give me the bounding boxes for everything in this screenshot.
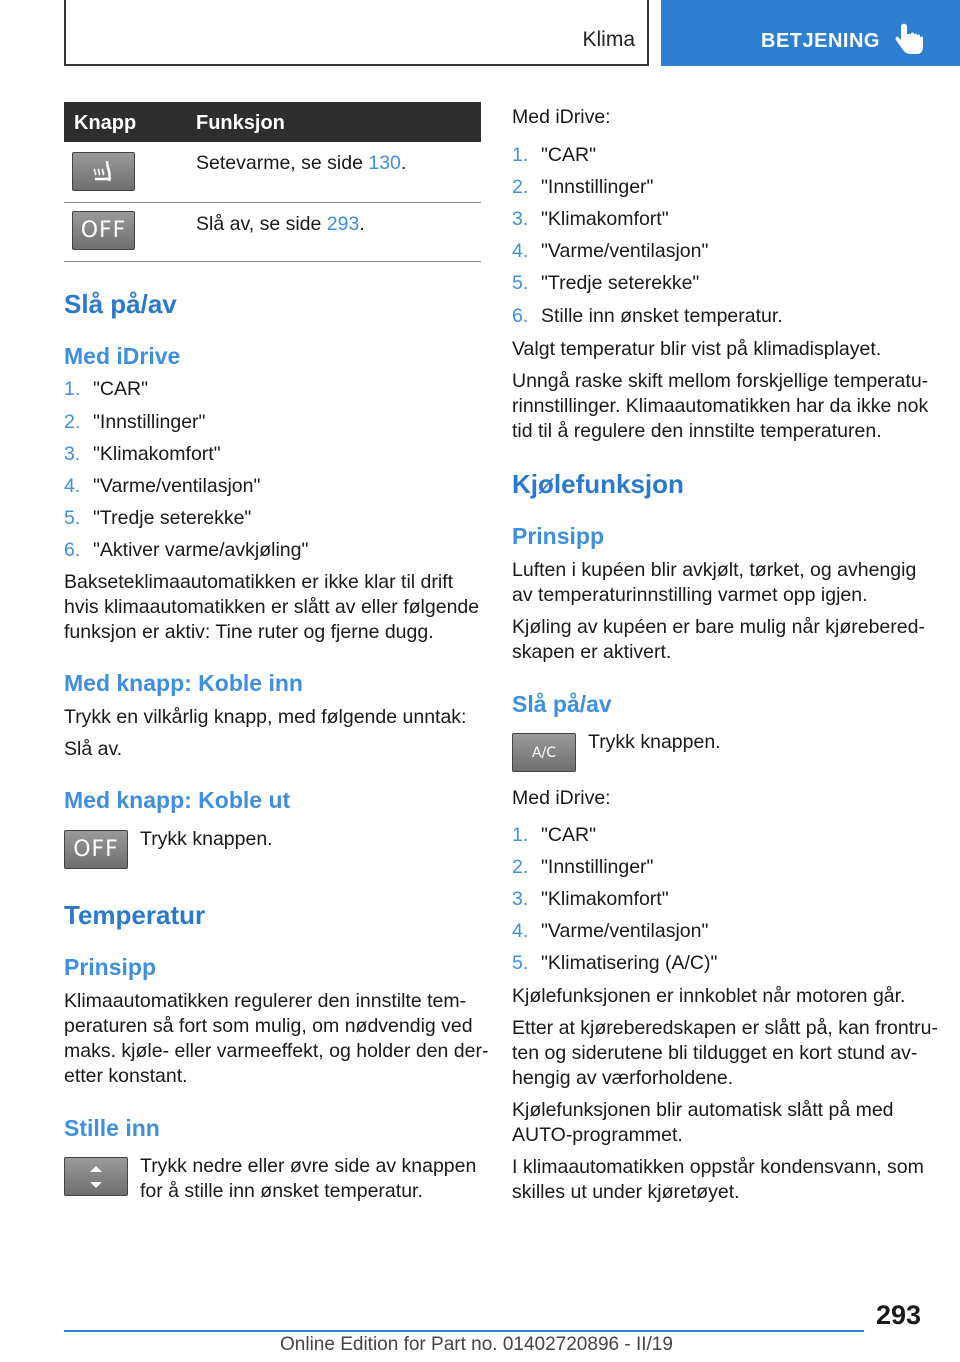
list-item: 4. "Varme/ventilasjon" [512,920,709,942]
cell-end: . [359,213,365,235]
heading-prinsipp: Prinsipp [512,523,605,549]
paragraph-line: ten og siderutene bli tildugget en kort stund av- [512,1042,918,1064]
footer-edition: Online Edition for Part no. 01402720896 - II/19 [280,1334,673,1355]
paragraph-line: for å stille inn ønsket temperatur. [140,1180,423,1202]
table-row [64,203,481,262]
page-number: 293 [876,1300,922,1330]
paragraph-line: Etter at kjøreberedskapen er slått på, kan frontru- [512,1017,938,1039]
paragraph-line: Kjøling av kupéen er bare mulig når kjørebered- [512,616,925,638]
page-link-293[interactable]: 293 [326,213,360,235]
paragraph-line: Unngå raske skift mellom forskjellige temperatu- [512,370,929,392]
heading-stille-inn: Stille inn [64,1115,160,1141]
header-chapter-tab [661,0,960,66]
list-item: 4. "Varme/ventilasjon" [64,475,261,497]
list-item: 1. "CAR" [64,378,149,400]
list-item: 1. "CAR" [512,824,597,846]
list-item: 5. "Tredje seterekke" [512,272,700,294]
paragraph-line: maks. kjøle- eller varmeeffekt, og holder den der- [64,1040,489,1062]
paragraph-line: Luften i kupéen blir avkjølt, tørket, og avhengig [512,559,917,581]
off-button-icon: OFF [64,830,128,869]
heading-sla-pa-av: Slå på/av [512,691,612,717]
paragraph-line: etter konstant. [64,1065,188,1087]
ac-button-icon: A/C [512,733,576,772]
list-item: 1. "CAR" [512,144,597,166]
list-item: 2. "Innstillinger" [512,176,654,198]
paragraph-line: AUTO-programmet. [512,1124,683,1146]
list-item: 4. "Varme/ventilasjon" [512,240,709,262]
temperature-rocker-button-icon [64,1157,128,1196]
paragraph-line: peraturen så fort som mulig, om nødvendig ved [64,1015,473,1037]
cell-text: Setevarme, se side [196,152,369,174]
heading-kjolefunksjon: Kjølefunksjon [512,469,684,499]
paragraph-line: skapen er aktivert. [512,641,672,663]
paragraph-line: funksjon er aktiv: Tine ruter og fjerne dugg. [64,621,434,643]
list-item: 2. "Innstillinger" [512,856,654,878]
paragraph-line: skilles ut under kjøretøyet. [512,1181,740,1203]
paragraph: Trykk knappen. [588,731,721,753]
pointing-hand-icon [895,22,925,56]
col-header-knapp: Knapp [74,112,137,134]
list-item: 3. "Klimakomfort" [512,888,669,910]
list-item: 5. "Tredje seterekke" [64,507,252,529]
heading-med-idrive: Med iDrive [64,343,181,369]
paragraph-line: Klimaautomatikken regulerer den innstilte tem- [64,990,467,1012]
paragraph-line: Bakseteklimaautomatikken er ikke klar til drift [64,571,454,593]
heading-sla-pa-av: Slå på/av [64,289,177,319]
paragraph: Kjølefunksjonen er innkoblet når motoren går. [512,985,906,1007]
section-title: Klima [582,28,635,51]
list-item: 3. "Klimakomfort" [512,208,669,230]
col-header-funksjon: Funksjon [196,112,285,134]
list-item: 5. "Klimatisering (A/C)" [512,952,718,974]
table-cell-function [196,150,406,176]
paragraph: Trykk knappen. [140,828,273,850]
paragraph: Valgt temperatur blir vist på klimadisplayet. [512,338,882,360]
off-button-icon: OFF [72,211,135,250]
cell-end: . [400,152,407,174]
seat-heating-button-icon [72,152,135,191]
table-row [64,142,481,203]
heading-prinsipp: Prinsipp [64,954,157,980]
table-cell-function [196,211,365,237]
table-header [64,102,481,142]
footer-divider [64,1330,864,1332]
heading-koble-ut: Med knapp: Koble ut [64,787,291,813]
header-section-box [64,0,649,66]
cell-text: Slå av, se side [196,213,327,235]
paragraph: Trykk en vilkårlig knapp, med følgende unntak: [64,706,467,728]
paragraph-line: rinnstillinger. Klimaautomatikken har da ikke nok [512,395,929,417]
list-item: 6. Stille inn ønsket temperatur. [512,305,783,327]
paragraph-line: hengig av værforholdene. [512,1067,734,1089]
chapter-title: BETJENING [761,30,880,52]
paragraph-line: hvis klimaautomatikken er slått av eller følgende [64,596,480,618]
paragraph-line: tid til å regulere den innstilte temperaturen. [512,420,882,442]
paragraph-line: av temperaturinnstilling varmet opp igjen. [512,584,868,606]
page-link-130[interactable]: 130 [368,152,401,174]
list-item: 6. "Aktiver varme/avkjøling" [64,539,309,561]
paragraph-line: I klimaautomatikken oppstår kondensvann, som [512,1156,924,1178]
paragraph-line: Kjølefunksjonen blir automatisk slått på med [512,1099,894,1121]
paragraph-line: Trykk nedre eller øvre side av knappen [140,1155,477,1177]
list-item: 3. "Klimakomfort" [64,443,221,465]
paragraph: Med iDrive: [512,106,611,128]
paragraph: Med iDrive: [512,787,611,809]
heading-koble-inn: Med knapp: Koble inn [64,670,303,696]
list-item: 2. "Innstillinger" [64,411,206,433]
heading-temperatur: Temperatur [64,900,206,930]
paragraph: Slå av. [64,738,123,760]
